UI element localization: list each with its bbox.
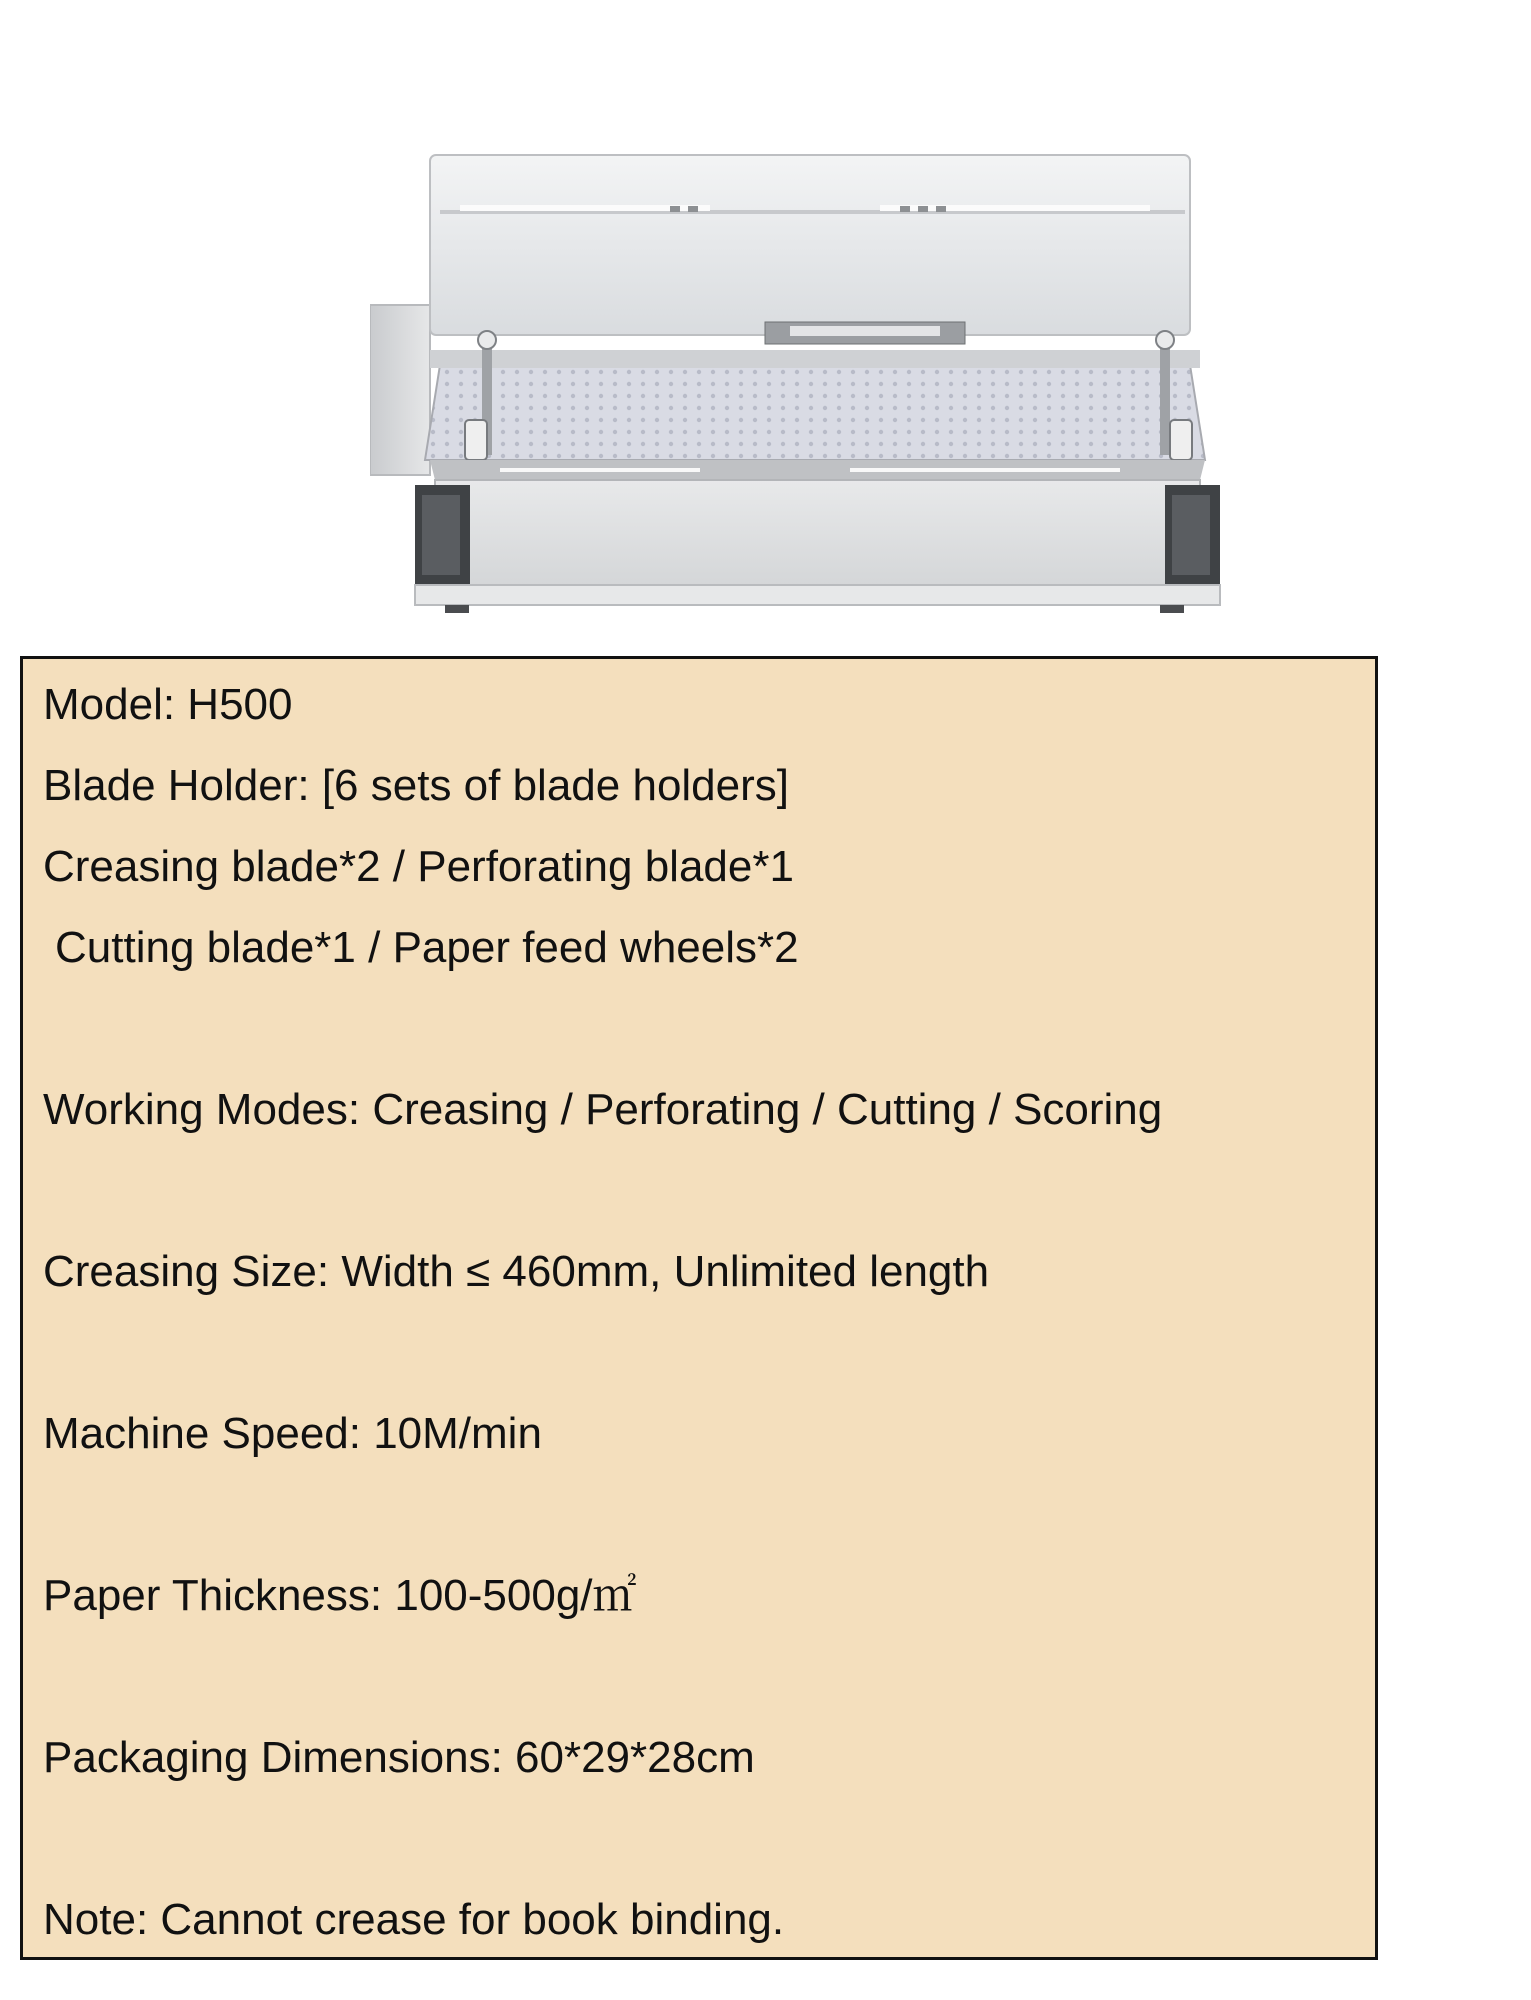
spec-paper-thickness: Paper Thickness: 100-500g/㎡ [43, 1571, 637, 1620]
spec-blade-holder: Blade Holder: [6 sets of blade holders] [43, 761, 790, 810]
spec-model: Model: H500 [43, 680, 293, 729]
spec-note: Note: Cannot crease for book binding. [43, 1895, 785, 1944]
spec-blades-line-2: Cutting blade*1 / Paper feed wheels*2 [55, 923, 799, 972]
paper-creasing-machine-icon [370, 150, 1255, 620]
spec-creasing-size: Creasing Size: Width ≤ 460mm, Unlimited length [43, 1247, 990, 1296]
spec-working-modes: Working Modes: Creasing / Perforating / Cutting / Scoring [43, 1085, 1163, 1134]
spec-panel [20, 656, 1378, 1960]
spec-machine-speed: Machine Speed: 10M/min [43, 1409, 542, 1458]
spec-packaging-dimensions: Packaging Dimensions: 60*29*28cm [43, 1733, 755, 1782]
spec-blades-line-1: Creasing blade*2 / Perforating blade*1 [43, 842, 794, 891]
